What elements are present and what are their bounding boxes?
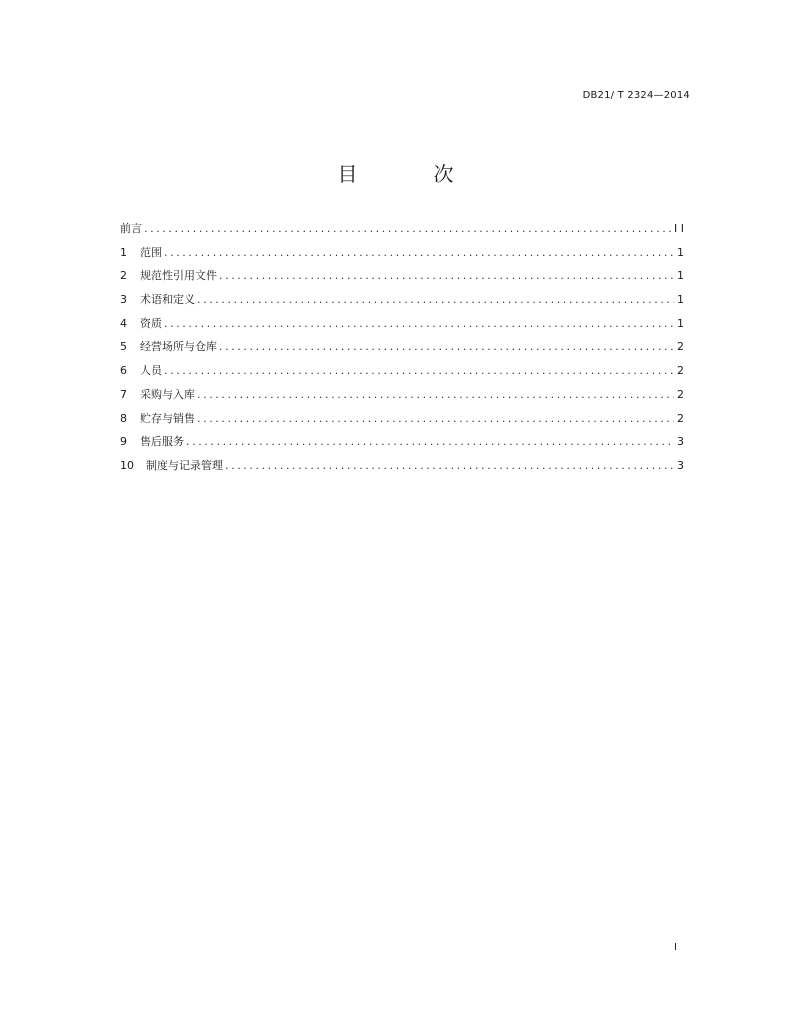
toc-entry-2[interactable] — [120, 267, 684, 291]
toc-leader-dots — [197, 293, 674, 306]
toc-entry-page: 3 — [677, 458, 684, 472]
toc-entry-page: 1 — [677, 245, 684, 259]
toc-entry-number: 7 — [120, 387, 127, 401]
toc-entry-page: 2 — [677, 340, 684, 354]
toc-entry-number: 8 — [120, 411, 127, 425]
toc-leader-dots — [197, 388, 674, 401]
toc-entry-number: 6 — [120, 364, 127, 378]
toc-entry-number: 4 — [120, 316, 127, 330]
toc-entry-label: 经营场所与仓库 — [140, 340, 217, 354]
toc-entry-label: 采购与入库 — [140, 387, 195, 401]
toc-entry-label: 术语和定义 — [140, 293, 195, 307]
toc-entry-page: 2 — [677, 387, 684, 401]
toc-leader-dots — [219, 269, 674, 282]
toc-entry-9[interactable] — [120, 433, 684, 457]
toc-entry-7[interactable] — [120, 386, 684, 410]
toc-entry-label: 范围 — [140, 245, 162, 259]
toc-entry-label: 资质 — [140, 316, 162, 330]
toc-entry-label: 前言 — [120, 222, 142, 235]
toc-entry-number: 10 — [120, 458, 134, 472]
toc-list — [120, 220, 684, 481]
page-number: I — [674, 942, 677, 953]
toc-entry-8[interactable] — [120, 410, 684, 434]
toc-entry-number: 9 — [120, 435, 127, 449]
toc-entry-page: 1 — [677, 316, 684, 330]
toc-leader-dots — [164, 364, 674, 377]
toc-entry-page: 1 — [677, 293, 684, 307]
toc-entry-number: 2 — [120, 269, 127, 283]
toc-entry-foreword[interactable] — [120, 220, 684, 244]
toc-entry-10[interactable] — [120, 457, 684, 481]
toc-entry-page: 3 — [677, 435, 684, 449]
toc-entry-number: 3 — [120, 293, 127, 307]
toc-entry-6[interactable] — [120, 362, 684, 386]
toc-entry-label: 制度与记录管理 — [146, 458, 223, 472]
toc-leader-dots — [186, 435, 674, 448]
toc-entry-1[interactable] — [120, 244, 684, 268]
toc-leader-dots — [164, 246, 674, 259]
toc-leader-dots — [144, 222, 672, 235]
toc-entry-label: 售后服务 — [140, 435, 184, 449]
toc-entry-5[interactable] — [120, 338, 684, 362]
toc-entry-number: 5 — [120, 340, 127, 354]
toc-title: 目 次 — [337, 162, 482, 186]
toc-leader-dots — [225, 459, 674, 472]
toc-entry-4[interactable] — [120, 315, 684, 339]
toc-entry-label: 人员 — [140, 364, 162, 378]
toc-entry-label: 规范性引用文件 — [140, 269, 217, 283]
toc-leader-dots — [219, 340, 674, 353]
toc-leader-dots — [164, 317, 674, 330]
toc-entry-page: 2 — [677, 364, 684, 378]
toc-leader-dots — [197, 412, 674, 425]
document-code: DB21/ T 2324—2014 — [582, 90, 690, 101]
toc-entry-number: 1 — [120, 245, 127, 259]
toc-entry-3[interactable] — [120, 291, 684, 315]
toc-entry-label: 贮存与销售 — [140, 411, 195, 425]
toc-entry-page: I I — [674, 222, 684, 235]
toc-entry-page: 1 — [677, 269, 684, 283]
toc-entry-page: 2 — [677, 411, 684, 425]
